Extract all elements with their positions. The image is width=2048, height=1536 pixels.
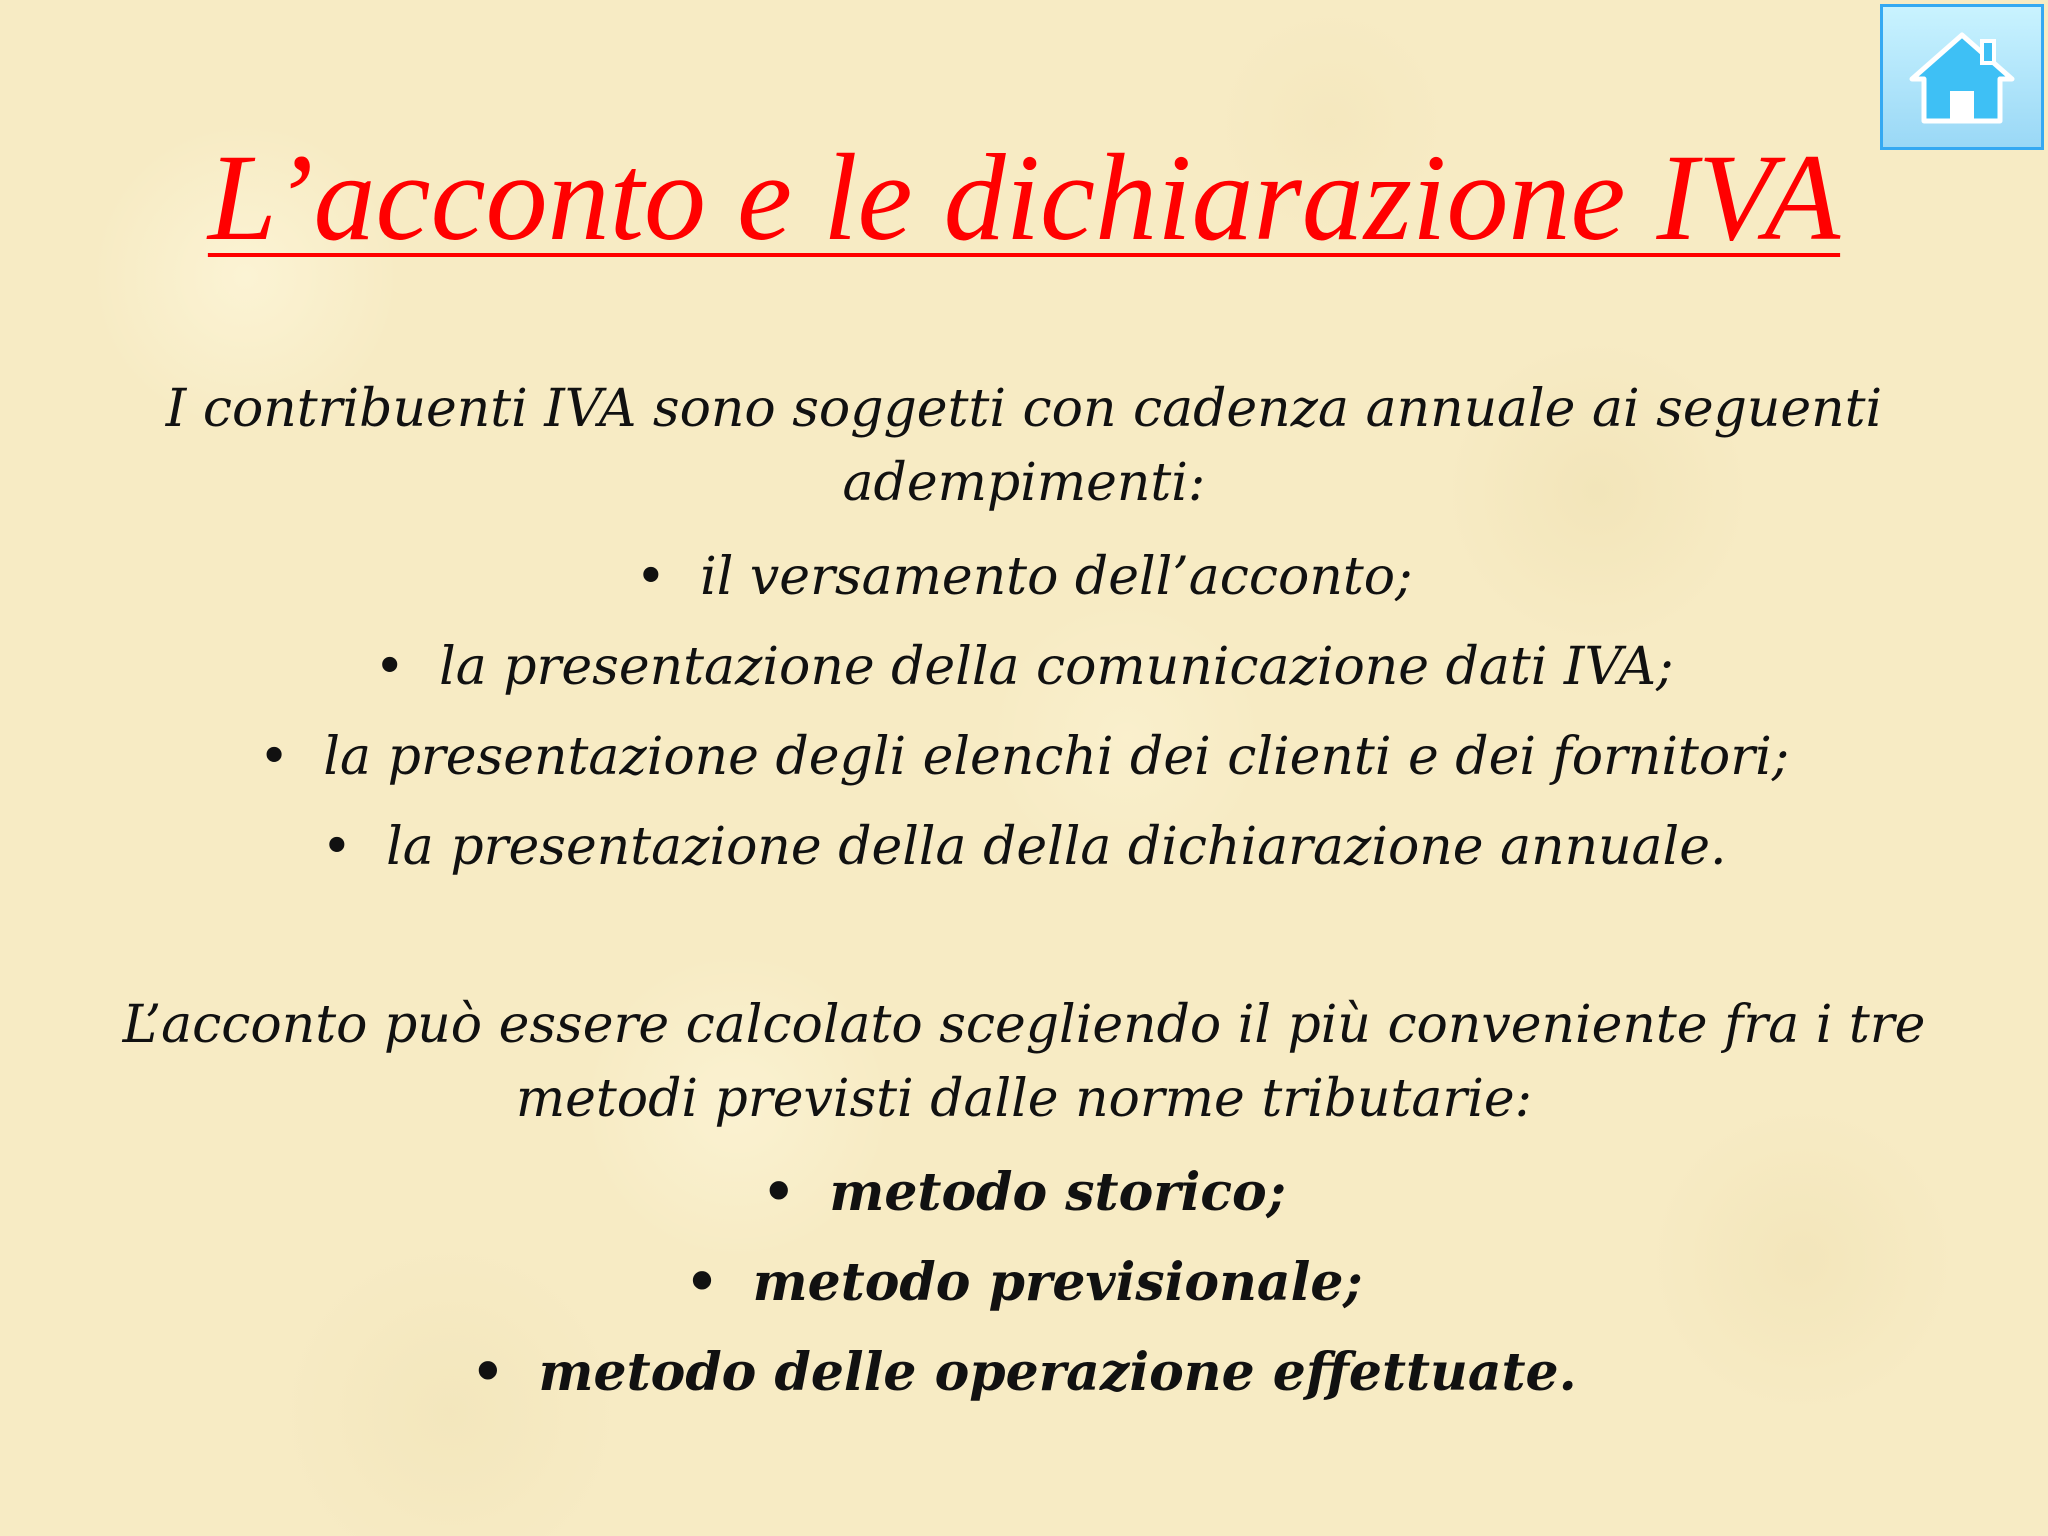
- methods-intro-paragraph: L’acconto può essere calcolato scegliendo il più conveniente fra i tre metodi previsti dalle norme tributarie:: [122, 995, 1926, 1129]
- obligations-list: [0, 532, 2048, 892]
- list-item: • la presentazione della della dichiarazione annuale.: [321, 817, 1727, 877]
- list-item: • metodo previsionale;: [685, 1252, 1363, 1313]
- list-item: • la presentazione degli elenchi dei clienti e dei fornitori;: [258, 727, 1790, 787]
- slide-title: L’acconto e le dichiarazione IVA: [207, 129, 1841, 266]
- home-button[interactable]: [1880, 4, 2044, 150]
- list-item: • metodo delle operazione effettuate.: [471, 1342, 1577, 1403]
- home-icon: [1906, 27, 2018, 127]
- intro-paragraph: I contribuenti IVA sono soggetti con cadenza annuale ai seguenti adempimenti:: [165, 379, 1883, 513]
- list-item: • il versamento dell’acconto;: [635, 547, 1413, 607]
- methods-list: [0, 1148, 2048, 1418]
- list-item: • metodo storico;: [762, 1162, 1286, 1223]
- list-item: • la presentazione della comunicazione dati IVA;: [374, 637, 1674, 697]
